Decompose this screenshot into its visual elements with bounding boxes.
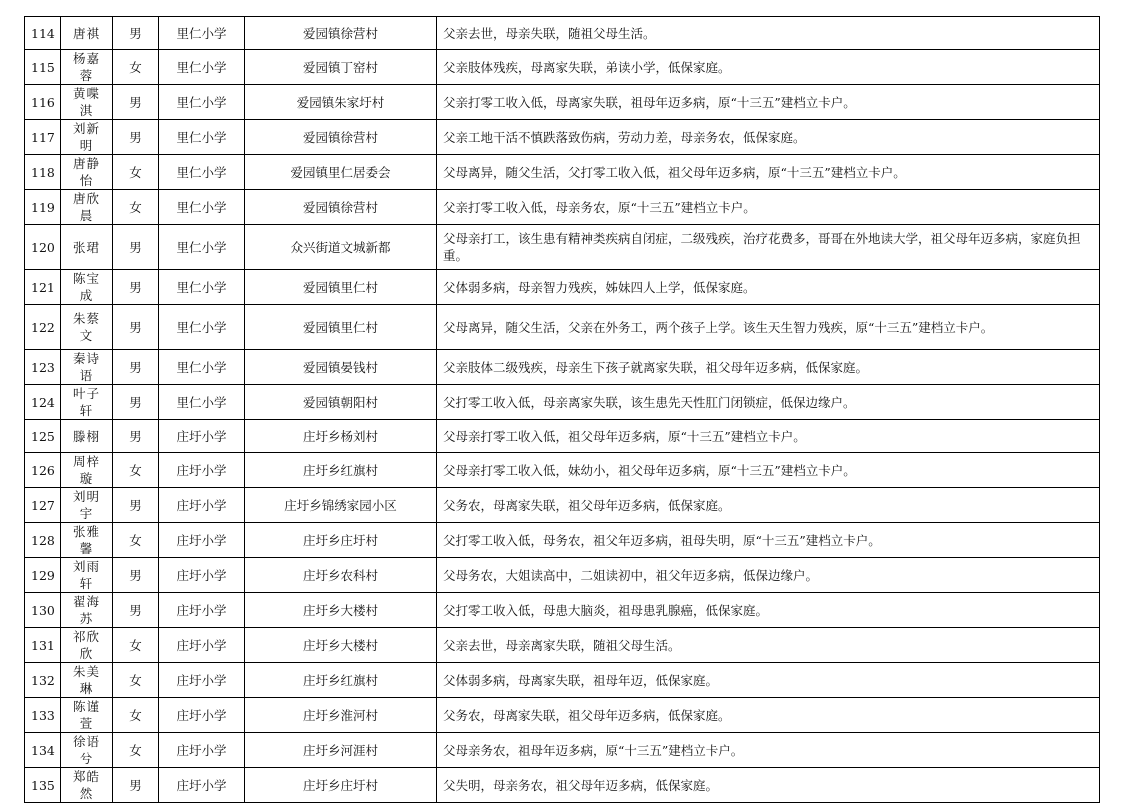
family-situation-cell: 父亲打零工收入低，母亲务农，原“十三五”建档立卡户。 bbox=[437, 190, 1100, 225]
student-name-cell: 秦诗语 bbox=[61, 350, 113, 385]
row-number-cell: 116 bbox=[25, 85, 61, 120]
student-address-cell: 爱园镇朝阳村 bbox=[245, 385, 437, 420]
family-situation-cell: 父体弱多病，母离家失联，祖母年迈，低保家庭。 bbox=[437, 663, 1100, 698]
table-row bbox=[25, 453, 1100, 488]
student-school-cell: 里仁小学 bbox=[159, 190, 245, 225]
student-school-cell: 里仁小学 bbox=[159, 385, 245, 420]
table-row bbox=[25, 593, 1100, 628]
student-name-cell: 唐欣晨 bbox=[61, 190, 113, 225]
row-number-cell: 130 bbox=[25, 593, 61, 628]
row-number-cell: 126 bbox=[25, 453, 61, 488]
student-address-cell: 爱园镇丁窑村 bbox=[245, 50, 437, 85]
table-row bbox=[25, 50, 1100, 85]
student-sex-cell: 男 bbox=[113, 225, 159, 270]
row-number-cell: 115 bbox=[25, 50, 61, 85]
table-row bbox=[25, 768, 1100, 803]
student-school-cell: 庄圩小学 bbox=[159, 593, 245, 628]
student-address-cell: 庄圩乡农科村 bbox=[245, 558, 437, 593]
student-school-cell: 庄圩小学 bbox=[159, 768, 245, 803]
student-address-cell: 爱园镇晏钱村 bbox=[245, 350, 437, 385]
family-situation-cell: 父打零工收入低，母亲离家失联，该生患先天性肛门闭锁症，低保边缘户。 bbox=[437, 385, 1100, 420]
table-row bbox=[25, 155, 1100, 190]
row-number-cell: 125 bbox=[25, 420, 61, 453]
table-row bbox=[25, 17, 1100, 50]
student-school-cell: 里仁小学 bbox=[159, 350, 245, 385]
student-name-cell: 刘明宇 bbox=[61, 488, 113, 523]
student-roster-table bbox=[24, 16, 1100, 803]
student-school-cell: 庄圩小学 bbox=[159, 488, 245, 523]
student-address-cell: 爱园镇徐营村 bbox=[245, 120, 437, 155]
student-sex-cell: 男 bbox=[113, 593, 159, 628]
student-sex-cell: 男 bbox=[113, 270, 159, 305]
row-number-cell: 120 bbox=[25, 225, 61, 270]
student-name-cell: 徐语兮 bbox=[61, 733, 113, 768]
student-sex-cell: 女 bbox=[113, 663, 159, 698]
student-address-cell: 庄圩乡杨刘村 bbox=[245, 420, 437, 453]
family-situation-cell: 父打零工收入低，母患大脑炎，祖母患乳腺癌，低保家庭。 bbox=[437, 593, 1100, 628]
row-number-cell: 117 bbox=[25, 120, 61, 155]
student-school-cell: 里仁小学 bbox=[159, 270, 245, 305]
row-number-cell: 132 bbox=[25, 663, 61, 698]
family-situation-cell: 父母亲务农，祖母年迈多病，原“十三五”建档立卡户。 bbox=[437, 733, 1100, 768]
student-address-cell: 爱园镇徐营村 bbox=[245, 190, 437, 225]
student-address-cell: 庄圩乡庄圩村 bbox=[245, 523, 437, 558]
family-situation-cell: 父母亲打工，该生患有精神类疾病自闭症，二级残疾，治疗花费多，哥哥在外地读大学，祖父母年迈多病，家庭负担重。 bbox=[437, 225, 1100, 270]
student-address-cell: 爱园镇徐营村 bbox=[245, 17, 437, 50]
student-name-cell: 翟海苏 bbox=[61, 593, 113, 628]
student-address-cell: 爱园镇朱家圩村 bbox=[245, 85, 437, 120]
row-number-cell: 134 bbox=[25, 733, 61, 768]
student-school-cell: 庄圩小学 bbox=[159, 453, 245, 488]
student-sex-cell: 男 bbox=[113, 385, 159, 420]
student-name-cell: 刘雨轩 bbox=[61, 558, 113, 593]
table-row bbox=[25, 558, 1100, 593]
family-situation-cell: 父体弱多病，母亲智力残疾，姊妹四人上学，低保家庭。 bbox=[437, 270, 1100, 305]
student-name-cell: 陈谨萱 bbox=[61, 698, 113, 733]
student-school-cell: 庄圩小学 bbox=[159, 733, 245, 768]
student-name-cell: 唐祺 bbox=[61, 17, 113, 50]
student-address-cell: 爱园镇里仁居委会 bbox=[245, 155, 437, 190]
student-name-cell: 叶子轩 bbox=[61, 385, 113, 420]
table-row bbox=[25, 488, 1100, 523]
student-sex-cell: 女 bbox=[113, 453, 159, 488]
table-row bbox=[25, 85, 1100, 120]
student-name-cell: 滕栩 bbox=[61, 420, 113, 453]
family-situation-cell: 父打零工收入低，母务农，祖父年迈多病，祖母失明，原“十三五”建档立卡户。 bbox=[437, 523, 1100, 558]
student-address-cell: 庄圩乡河涯村 bbox=[245, 733, 437, 768]
student-name-cell: 朱美琳 bbox=[61, 663, 113, 698]
student-school-cell: 庄圩小学 bbox=[159, 523, 245, 558]
student-school-cell: 里仁小学 bbox=[159, 120, 245, 155]
student-sex-cell: 男 bbox=[113, 85, 159, 120]
student-address-cell: 庄圩乡红旗村 bbox=[245, 663, 437, 698]
family-situation-cell: 父务农，母离家失联，祖父母年迈多病，低保家庭。 bbox=[437, 698, 1100, 733]
row-number-cell: 131 bbox=[25, 628, 61, 663]
table-row bbox=[25, 190, 1100, 225]
family-situation-cell: 父务农，母离家失联，祖父母年迈多病，低保家庭。 bbox=[437, 488, 1100, 523]
student-name-cell: 黄喋淇 bbox=[61, 85, 113, 120]
student-sex-cell: 女 bbox=[113, 190, 159, 225]
student-school-cell: 庄圩小学 bbox=[159, 628, 245, 663]
student-name-cell: 杨嘉蓉 bbox=[61, 50, 113, 85]
table-row bbox=[25, 225, 1100, 270]
table-row bbox=[25, 350, 1100, 385]
student-sex-cell: 男 bbox=[113, 488, 159, 523]
student-name-cell: 朱蔡文 bbox=[61, 305, 113, 350]
student-sex-cell: 女 bbox=[113, 628, 159, 663]
row-number-cell: 133 bbox=[25, 698, 61, 733]
student-sex-cell: 男 bbox=[113, 558, 159, 593]
student-school-cell: 里仁小学 bbox=[159, 50, 245, 85]
student-address-cell: 庄圩乡红旗村 bbox=[245, 453, 437, 488]
row-number-cell: 128 bbox=[25, 523, 61, 558]
student-school-cell: 里仁小学 bbox=[159, 305, 245, 350]
student-school-cell: 庄圩小学 bbox=[159, 558, 245, 593]
student-sex-cell: 女 bbox=[113, 523, 159, 558]
family-situation-cell: 父亲去世，母亲失联，随祖父母生活。 bbox=[437, 17, 1100, 50]
family-situation-cell: 父母亲打零工收入低，妹幼小，祖父母年迈多病，原“十三五”建档立卡户。 bbox=[437, 453, 1100, 488]
row-number-cell: 121 bbox=[25, 270, 61, 305]
family-situation-cell: 父亲去世，母亲离家失联，随祖父母生活。 bbox=[437, 628, 1100, 663]
student-address-cell: 众兴街道文城新都 bbox=[245, 225, 437, 270]
student-name-cell: 唐静怡 bbox=[61, 155, 113, 190]
family-situation-cell: 父亲打零工收入低，母离家失联，祖母年迈多病，原“十三五”建档立卡户。 bbox=[437, 85, 1100, 120]
student-school-cell: 里仁小学 bbox=[159, 225, 245, 270]
student-school-cell: 里仁小学 bbox=[159, 85, 245, 120]
student-name-cell: 郑皓然 bbox=[61, 768, 113, 803]
student-sex-cell: 女 bbox=[113, 155, 159, 190]
student-school-cell: 庄圩小学 bbox=[159, 698, 245, 733]
row-number-cell: 119 bbox=[25, 190, 61, 225]
student-sex-cell: 男 bbox=[113, 120, 159, 155]
student-name-cell: 周梓璇 bbox=[61, 453, 113, 488]
student-name-cell: 陈宝成 bbox=[61, 270, 113, 305]
table-row bbox=[25, 420, 1100, 453]
table-row bbox=[25, 270, 1100, 305]
table-row bbox=[25, 385, 1100, 420]
table-row bbox=[25, 663, 1100, 698]
student-sex-cell: 男 bbox=[113, 420, 159, 453]
student-school-cell: 庄圩小学 bbox=[159, 420, 245, 453]
family-situation-cell: 父亲肢体残疾，母离家失联，弟读小学，低保家庭。 bbox=[437, 50, 1100, 85]
student-sex-cell: 男 bbox=[113, 350, 159, 385]
student-sex-cell: 女 bbox=[113, 698, 159, 733]
row-number-cell: 114 bbox=[25, 17, 61, 50]
student-address-cell: 爱园镇里仁村 bbox=[245, 270, 437, 305]
student-sex-cell: 女 bbox=[113, 50, 159, 85]
student-address-cell: 爱园镇里仁村 bbox=[245, 305, 437, 350]
student-sex-cell: 女 bbox=[113, 733, 159, 768]
student-name-cell: 祁欣欣 bbox=[61, 628, 113, 663]
student-sex-cell: 男 bbox=[113, 305, 159, 350]
student-school-cell: 里仁小学 bbox=[159, 155, 245, 190]
row-number-cell: 135 bbox=[25, 768, 61, 803]
row-number-cell: 118 bbox=[25, 155, 61, 190]
table-row bbox=[25, 120, 1100, 155]
student-school-cell: 里仁小学 bbox=[159, 17, 245, 50]
family-situation-cell: 父母亲打零工收入低，祖父母年迈多病，原“十三五”建档立卡户。 bbox=[437, 420, 1100, 453]
table-row bbox=[25, 733, 1100, 768]
table-row bbox=[25, 305, 1100, 350]
row-number-cell: 123 bbox=[25, 350, 61, 385]
table-row bbox=[25, 523, 1100, 558]
student-address-cell: 庄圩乡锦绣家园小区 bbox=[245, 488, 437, 523]
student-sex-cell: 男 bbox=[113, 768, 159, 803]
family-situation-cell: 父母务农，大姐读高中，二姐读初中，祖父年迈多病，低保边缘户。 bbox=[437, 558, 1100, 593]
student-address-cell: 庄圩乡大楼村 bbox=[245, 593, 437, 628]
family-situation-cell: 父母离异，随父生活，父打零工收入低，祖父母年迈多病，原“十三五”建档立卡户。 bbox=[437, 155, 1100, 190]
row-number-cell: 129 bbox=[25, 558, 61, 593]
family-situation-cell: 父失明，母亲务农，祖父母年迈多病，低保家庭。 bbox=[437, 768, 1100, 803]
family-situation-cell: 父母离异，随父生活，父亲在外务工，两个孩子上学。该生天生智力残疾，原“十三五”建档立卡户。 bbox=[437, 305, 1100, 350]
student-address-cell: 庄圩乡淮河村 bbox=[245, 698, 437, 733]
student-address-cell: 庄圩乡大楼村 bbox=[245, 628, 437, 663]
student-sex-cell: 男 bbox=[113, 17, 159, 50]
student-name-cell: 刘新明 bbox=[61, 120, 113, 155]
student-address-cell: 庄圩乡庄圩村 bbox=[245, 768, 437, 803]
family-situation-cell: 父亲肢体二级残疾，母亲生下孩子就离家失联，祖父母年迈多病，低保家庭。 bbox=[437, 350, 1100, 385]
row-number-cell: 122 bbox=[25, 305, 61, 350]
row-number-cell: 127 bbox=[25, 488, 61, 523]
family-situation-cell: 父亲工地干活不慎跌落致伤病，劳动力差，母亲务农，低保家庭。 bbox=[437, 120, 1100, 155]
student-school-cell: 庄圩小学 bbox=[159, 663, 245, 698]
row-number-cell: 124 bbox=[25, 385, 61, 420]
table-row bbox=[25, 628, 1100, 663]
student-name-cell: 张珺 bbox=[61, 225, 113, 270]
student-name-cell: 张雅馨 bbox=[61, 523, 113, 558]
roster-body bbox=[25, 17, 1100, 803]
table-row bbox=[25, 698, 1100, 733]
